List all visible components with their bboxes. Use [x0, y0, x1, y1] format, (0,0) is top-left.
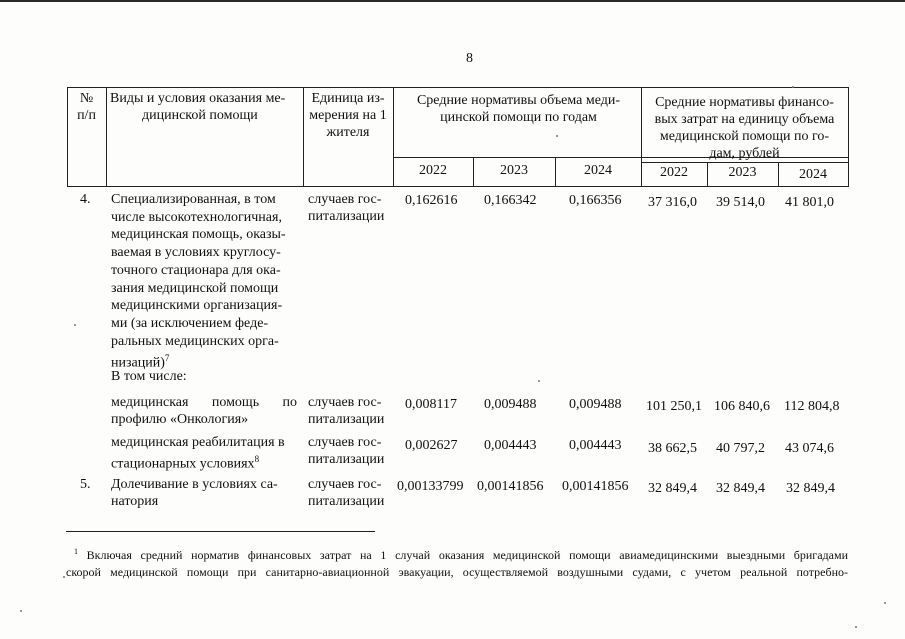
- row-number: 5.: [80, 477, 91, 492]
- cell-volume-2024: 0,004443: [569, 438, 622, 453]
- cell-cost-2023: 39 514,0: [716, 195, 765, 210]
- footnote-separator: [66, 531, 375, 532]
- row-description: медицинская реабилитация в стационарных условиях$^8$: [111, 435, 285, 472]
- row-number: 4.: [80, 192, 91, 207]
- cell-cost-2024: 43 074,6: [785, 441, 834, 456]
- scan-speck: [63, 576, 65, 578]
- cell-volume-2022: 0,00133799: [397, 479, 464, 494]
- cell-cost-2022: 32 849,4: [648, 481, 697, 496]
- page-top-edge: [0, 0, 905, 2]
- scan-speck: [556, 135, 558, 137]
- row-description: Специализированная, в том числе высокотехнологичная, медицинская помощь, оказы- ваемая в условиях круглосу- точного стационара для ока- зания медицинской помощи медицинскими организация- ми (за исключением феде- ральных медицинских орга- низаций)$^7$: [111, 192, 286, 371]
- scan-speck: [20, 610, 22, 612]
- cell-cost-2024: 41 801,0: [785, 195, 834, 210]
- header-unit: Единица из- мерения на 1 жителя: [309, 91, 387, 140]
- scan-speck: [855, 626, 857, 628]
- cell-volume-2022: 0,162616: [405, 193, 458, 208]
- cell-cost-2022: 101 250,1: [646, 399, 702, 414]
- header-cost: Средние нормативы финансо- вых затрат на единицу объема медицинской помощи по го- дам, рублей: [654, 95, 835, 161]
- row-unit: случаев гос- питализации: [308, 435, 385, 467]
- header-vol-year-2023: 2023: [500, 163, 528, 178]
- cell-volume-2022: 0,008117: [405, 397, 457, 412]
- footnote-mark: 1: [74, 547, 78, 556]
- cell-volume-2024: 0,009488: [569, 397, 622, 412]
- header-vol-year-2024: 2024: [584, 163, 612, 178]
- header-cost-year-2023: 2023: [728, 165, 757, 180]
- cell-volume-2023: 0,009488: [484, 397, 537, 412]
- footnote-ref: 7: [164, 353, 170, 364]
- cell-cost-2023: 106 840,6: [714, 399, 770, 414]
- row-unit: случаев гос- питализации: [308, 192, 385, 224]
- cell-cost-2023: 32 849,4: [716, 481, 765, 496]
- cell-volume-2024: 0,00141856: [562, 479, 629, 494]
- cell-cost-2022: 37 316,0: [648, 195, 697, 210]
- scan-speck: [792, 86, 794, 88]
- row-description: медицинская помощь по профилю «Онкология»: [111, 395, 297, 427]
- row-unit: случаев гос- питализации: [308, 477, 385, 509]
- header-kinds: Виды и условия оказания ме- дицинской помощи: [110, 91, 286, 123]
- cell-volume-2022: 0,002627: [405, 438, 458, 453]
- cell-cost-2023: 40 797,2: [716, 441, 765, 456]
- scan-speck: [884, 602, 886, 604]
- cell-cost-2022: 38 662,5: [648, 441, 697, 456]
- row-description: Долечивание в условиях са- натория: [111, 477, 278, 509]
- page-number: 8: [466, 51, 473, 66]
- header-cost-year-2024: 2024: [799, 167, 827, 182]
- header-cost-year-2022: 2022: [660, 165, 688, 180]
- header-num: № п/п: [77, 91, 96, 123]
- footnote: $^1$ Включая средний норматив финансовых затрат на 1 случай оказания медицинской помощи авиамедицинскими выездными бригадами скорой медицинской помощи при санитарно-авиационной эвакуации, осуществляемой воздушными судами, с учетом реальной потребно-: [66, 547, 849, 579]
- header-volume: Средние нормативы объема меди- цинской помощи по годам: [416, 93, 621, 125]
- row-unit: случаев гос- питализации: [308, 395, 385, 427]
- cell-volume-2023: 0,004443: [484, 438, 537, 453]
- scan-speck: [74, 324, 76, 326]
- cell-volume-2024: 0,166356: [569, 193, 622, 208]
- cell-volume-2023: 0,166342: [484, 193, 537, 208]
- subheading: В том числе:: [111, 369, 187, 384]
- cell-cost-2024: 32 849,4: [786, 481, 835, 496]
- cell-volume-2023: 0,00141856: [477, 479, 544, 494]
- footnote-ref: 8: [254, 454, 260, 464]
- cell-cost-2024: 112 804,8: [784, 399, 840, 414]
- scan-speck: [538, 380, 540, 382]
- header-vol-year-2022: 2022: [419, 163, 447, 178]
